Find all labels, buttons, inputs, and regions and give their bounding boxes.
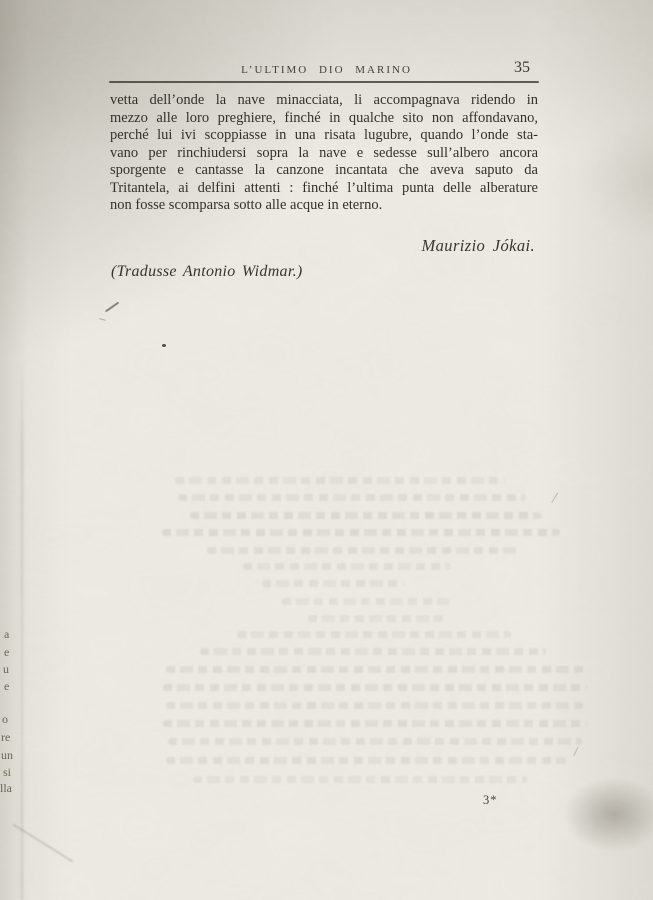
bleedthrough-line xyxy=(178,494,526,501)
bleedthrough-line xyxy=(168,738,582,745)
gutter-fragment: si xyxy=(3,765,12,779)
page-number: 35 xyxy=(514,59,530,76)
pen-mark xyxy=(105,302,119,312)
pen-mark xyxy=(551,492,559,503)
bleedthrough-line xyxy=(207,547,519,554)
header-rule xyxy=(109,81,539,83)
bleedthrough-line xyxy=(237,631,511,638)
gutter-fragment: u xyxy=(3,662,9,676)
bleedthrough-line xyxy=(308,615,444,622)
footnote-mark: 3* xyxy=(483,793,498,807)
author-signature: Maurizio Jókai. xyxy=(421,236,535,255)
paragraph-line: vano per rinchiudersi sopra la nave e sedesse sull’albero ancora xyxy=(110,144,538,161)
crease-line xyxy=(21,358,23,900)
gutter-fragment: lla xyxy=(0,781,12,795)
paragraph-line: mezzo alle loro preghiere, finché in qualche sito non affondavano, xyxy=(110,109,538,126)
gutter-fragment: e xyxy=(4,679,10,693)
bleedthrough-line xyxy=(175,477,505,484)
gutter-fragment: re xyxy=(1,730,11,744)
paragraph-line: Tritantela, ai delfini attenti : finché l’ultima punta delle alberature xyxy=(110,179,538,196)
body-paragraph xyxy=(110,92,538,215)
pen-mark xyxy=(99,318,106,321)
paragraph-line: sporgente e cantasse la canzone incantata che aveva saputo da xyxy=(110,162,538,178)
pen-mark xyxy=(573,747,579,757)
bleedthrough-line xyxy=(166,757,566,764)
bleedthrough-line xyxy=(163,684,587,691)
bleedthrough-line xyxy=(282,598,450,605)
bleedthrough-line xyxy=(243,563,451,570)
paragraph-line: perché lui ivi scoppiasse in una risata lugubre, quando l’onde sta- xyxy=(110,127,538,143)
bleedthrough-line xyxy=(262,580,404,587)
gutter-fragment: un xyxy=(1,748,13,762)
paragraph-line: non fosse scomparsa sotto alle acque in eterno. xyxy=(110,197,383,213)
bleedthrough-line xyxy=(200,648,546,655)
bleedthrough-line xyxy=(162,529,560,536)
running-header-title: L’ULTIMO DIO MARINO xyxy=(241,64,412,76)
paragraph-line: vetta dell’onde la nave minacciata, li accompagnava ridendo in xyxy=(110,92,538,108)
gutter-fragment: o xyxy=(2,712,8,726)
bleedthrough-line xyxy=(163,720,587,727)
crease-line xyxy=(13,824,73,862)
gutter-fragment: a xyxy=(4,627,10,641)
translator-note: (Tradusse Antonio Widmar.) xyxy=(111,263,303,280)
bleedthrough-line xyxy=(166,666,584,673)
bleedthrough-line xyxy=(190,512,542,519)
bleedthrough-line xyxy=(166,702,584,709)
ink-speck xyxy=(162,344,166,347)
bleedthrough-line xyxy=(193,776,527,783)
gutter-fragment: e xyxy=(4,645,10,659)
